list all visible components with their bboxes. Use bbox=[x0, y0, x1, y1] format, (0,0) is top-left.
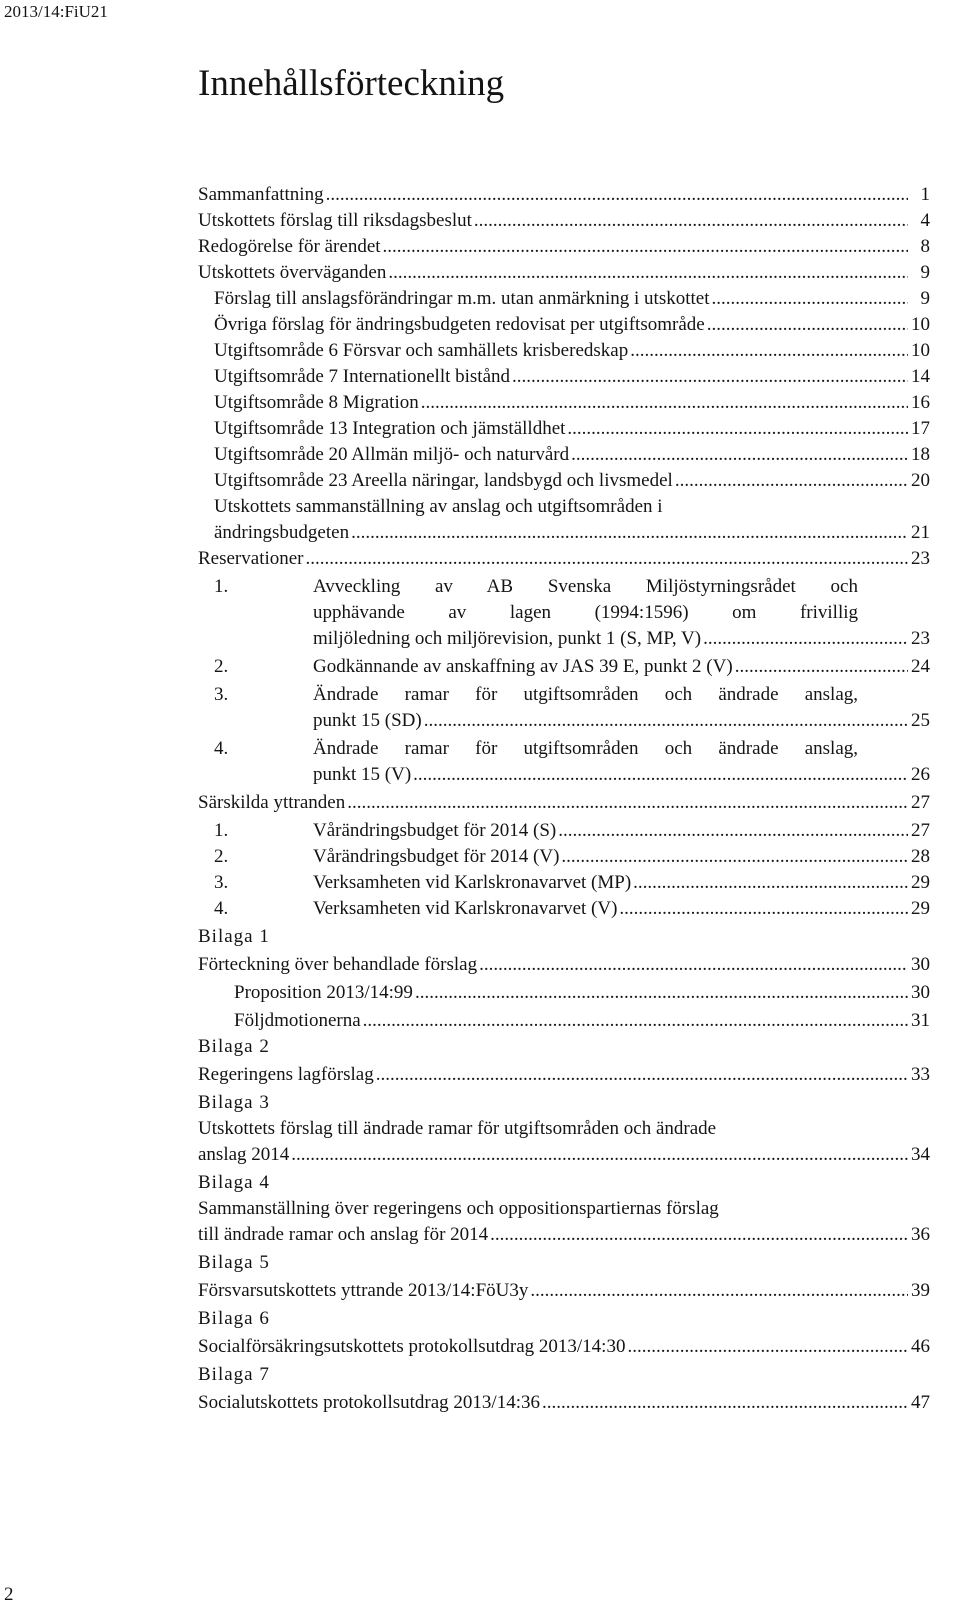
toc-page-number: 47 bbox=[911, 1392, 930, 1413]
toc-entry-yttrande-3[interactable]: 3. Verksamheten vid Karlskronavarvet (MP) ..... 29 bbox=[198, 870, 930, 896]
toc-page-number: 29 bbox=[911, 872, 930, 893]
toc-entry-overvaganden[interactable]: Utskottets överväganden ..... 9 bbox=[198, 260, 930, 286]
toc-entry-sammanfattning[interactable]: Sammanfattning ..... 1 bbox=[198, 182, 930, 208]
toc-entry-bilaga-4[interactable]: till ändrade ramar och anslag för 2014 ..... 36 bbox=[198, 1222, 930, 1248]
toc-entry-yttrande-1[interactable]: 1. Vårändringsbudget för 2014 (S) ..... 27 bbox=[198, 818, 930, 844]
toc-entry-sarskilda-yttranden[interactable]: Särskilda yttranden ..... 27 bbox=[198, 790, 930, 816]
toc-entry-ovriga-forslag[interactable]: Övriga förslag för ändringsbudgeten redovisat per utgiftsområde ..... 10 bbox=[198, 312, 930, 338]
list-number: 1. bbox=[214, 576, 229, 597]
toc-entry-yttrande-4[interactable]: 4. Verksamheten vid Karlskronavarvet (V) ..... 29 bbox=[198, 896, 930, 922]
toc-entry-uo13[interactable]: Utgiftsområde 13 Integration och jämställdhet ..... 17 bbox=[198, 416, 930, 442]
toc-entry-forsvarsutskottets-yttrande[interactable]: Försvarsutskottets yttrande 2013/14:FöU3y ..... 39 bbox=[198, 1278, 930, 1304]
toc-entry-redogorelse[interactable]: Redogörelse för ärendet ..... 8 bbox=[198, 234, 930, 260]
bilaga-7-label: Bilaga 7 bbox=[198, 1364, 270, 1385]
toc-page-number: 36 bbox=[911, 1224, 930, 1245]
list-number: 4. bbox=[214, 898, 229, 919]
toc-page-number: 29 bbox=[911, 898, 930, 919]
toc-page-number: 8 bbox=[920, 236, 930, 257]
toc-page-number: 28 bbox=[911, 846, 930, 867]
toc-entry-reservationer[interactable]: Reservationer ..... 23 bbox=[198, 546, 930, 572]
toc-page-number: 9 bbox=[920, 262, 930, 283]
toc-entry-uo23[interactable]: Utgiftsområde 23 Areella näringar, landsbygd och livsmedel ..... 20 bbox=[198, 468, 930, 494]
toc-page-number: 9 bbox=[920, 288, 930, 309]
toc-entry-reservation-3-line1[interactable]: 3. Ändrade ramar för utgiftsområden och ändrade anslag, bbox=[198, 682, 930, 708]
toc-entry-bilaga-4-line1[interactable]: Sammanställning över regeringens och oppositionspartiernas förslag bbox=[198, 1198, 719, 1219]
toc-page-number: 34 bbox=[911, 1144, 930, 1165]
bilaga-1-label: Bilaga 1 bbox=[198, 926, 270, 947]
toc-page-number: 33 bbox=[911, 1064, 930, 1085]
toc-entry-bilaga-3-line1[interactable]: Utskottets förslag till ändrade ramar för utgiftsområden och ändrade bbox=[198, 1118, 717, 1139]
toc-entry-socialforsakringsutskottets[interactable]: Socialförsäkringsutskottets protokollsutdrag 2013/14:30 ..... 46 bbox=[198, 1334, 930, 1360]
toc-page-number: 21 bbox=[911, 522, 930, 543]
toc-page-number: 23 bbox=[911, 548, 930, 569]
list-number: 2. bbox=[214, 656, 229, 677]
toc-page-number: 18 bbox=[911, 444, 930, 465]
toc-page-number: 4 bbox=[920, 210, 930, 231]
toc-entry-regeringens-lagforslag[interactable]: Regeringens lagförslag ..... 33 bbox=[198, 1062, 930, 1088]
document-id: 2013/14:FiU21 bbox=[4, 2, 108, 21]
toc-entry-reservation-4-line1[interactable]: 4. Ändrade ramar för utgiftsområden och ändrade anslag, bbox=[198, 736, 930, 762]
toc-entry-foljdmotionerna[interactable]: Följdmotionerna ..... 31 bbox=[198, 1008, 930, 1034]
toc-entry-uo7[interactable]: Utgiftsområde 7 Internationellt bistånd ..... 14 bbox=[198, 364, 930, 390]
toc-page-number: 39 bbox=[911, 1280, 930, 1301]
bilaga-3-label: Bilaga 3 bbox=[198, 1092, 270, 1113]
toc-page-number: 17 bbox=[911, 418, 930, 439]
page-title: Innehållsförteckning bbox=[198, 63, 505, 104]
bilaga-2-label: Bilaga 2 bbox=[198, 1036, 270, 1057]
toc-entry-forteckning[interactable]: Förteckning över behandlade förslag ..... 30 bbox=[198, 952, 930, 978]
toc-entry-uo8[interactable]: Utgiftsområde 8 Migration ..... 16 bbox=[198, 390, 930, 416]
toc-entry-proposition[interactable]: Proposition 2013/14:99 ..... 30 bbox=[198, 980, 930, 1006]
toc-entry-reservation-4[interactable]: punkt 15 (V) ..... 26 bbox=[198, 762, 930, 788]
list-number: 3. bbox=[214, 684, 229, 705]
toc-entry-reservation-1[interactable]: miljöledning och miljörevision, punkt 1 (S, MP, V) ..... 23 bbox=[198, 626, 930, 652]
page-number: 2 bbox=[4, 1584, 14, 1605]
toc-entry-uo6[interactable]: Utgiftsområde 6 Försvar och samhällets krisberedskap ..... 10 bbox=[198, 338, 930, 364]
list-number: 2. bbox=[214, 846, 229, 867]
toc-page-number: 16 bbox=[911, 392, 930, 413]
toc-entry-reservation-1-line1[interactable]: 1. Avveckling av AB Svenska Miljöstyrningsrådet och bbox=[198, 574, 930, 600]
toc-entry-sammanstallning-line1[interactable]: Utskottets sammanställning av anslag och utgiftsområden i bbox=[214, 496, 663, 517]
list-number: 4. bbox=[214, 738, 229, 759]
toc-entry-reservation-3[interactable]: punkt 15 (SD) ..... 25 bbox=[198, 708, 930, 734]
toc-entry-sammanstallning[interactable]: ändringsbudgeten ..... 21 bbox=[198, 520, 930, 546]
toc-page-number: 27 bbox=[911, 820, 930, 841]
toc-entry-utskottets-forslag[interactable]: Utskottets förslag till riksdagsbeslut ..... 4 bbox=[198, 208, 930, 234]
toc-entry-reservation-2[interactable]: 2. Godkännande av anskaffning av JAS 39 E, punkt 2 (V) ..... 24 bbox=[198, 654, 930, 680]
list-number: 3. bbox=[214, 872, 229, 893]
toc-entry-bilaga-3[interactable]: anslag 2014 ..... 34 bbox=[198, 1142, 930, 1168]
toc-page-number: 25 bbox=[911, 710, 930, 731]
toc-page-number: 10 bbox=[911, 340, 930, 361]
toc-page-number: 10 bbox=[911, 314, 930, 335]
list-number: 1. bbox=[214, 820, 229, 841]
toc-page-number: 30 bbox=[911, 954, 930, 975]
toc-page-number: 1 bbox=[920, 184, 930, 205]
bilaga-5-label: Bilaga 5 bbox=[198, 1252, 270, 1273]
toc-page-number: 30 bbox=[911, 982, 930, 1003]
bilaga-6-label: Bilaga 6 bbox=[198, 1308, 270, 1329]
toc-entry-reservation-1-line2[interactable]: upphävande av lagen (1994:1596) om frivillig bbox=[313, 602, 858, 623]
bilaga-4-label: Bilaga 4 bbox=[198, 1172, 270, 1193]
toc-entry-yttrande-2[interactable]: 2. Vårändringsbudget för 2014 (V) ..... 28 bbox=[198, 844, 930, 870]
toc-entry-socialutskottets[interactable]: Socialutskottets protokollsutdrag 2013/14:36 ..... 47 bbox=[198, 1390, 930, 1416]
toc-page-number: 20 bbox=[911, 470, 930, 491]
toc-page-number: 24 bbox=[911, 656, 930, 677]
toc-page-number: 26 bbox=[911, 764, 930, 785]
toc-entry-uo20[interactable]: Utgiftsområde 20 Allmän miljö- och naturvård ..... 18 bbox=[198, 442, 930, 468]
toc-page-number: 46 bbox=[911, 1336, 930, 1357]
toc-page-number: 14 bbox=[911, 366, 930, 387]
toc-entry-anslagsforandringar[interactable]: Förslag till anslagsförändringar m.m. utan anmärkning i utskottet ..... 9 bbox=[198, 286, 930, 312]
toc-page-number: 23 bbox=[911, 628, 930, 649]
toc-page-number: 27 bbox=[911, 792, 930, 813]
toc-page-number: 31 bbox=[911, 1010, 930, 1031]
